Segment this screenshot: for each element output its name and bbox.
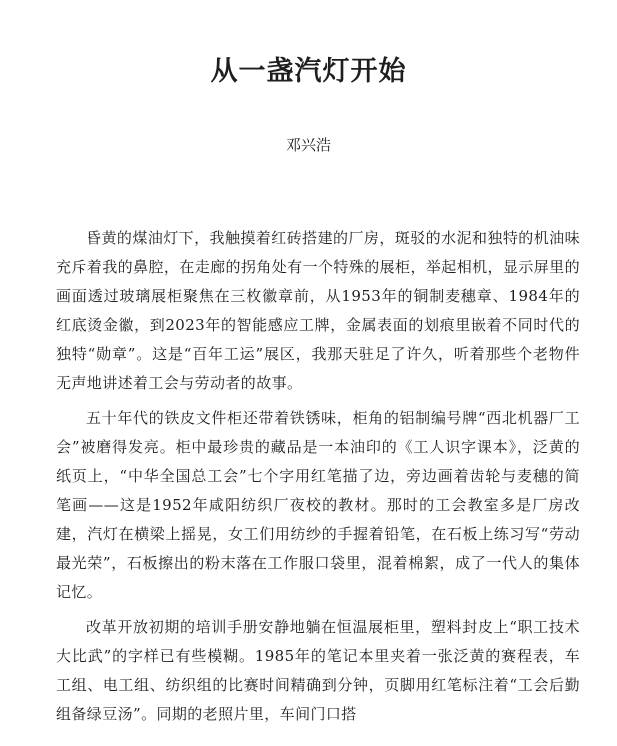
article-author: 邓兴浩 (285, 136, 331, 154)
article-paragraph-1: 昏黄的煤油灯下，我触摸着红砖搭建的厂房，斑驳的水泥和独特的机油味充斥着我的鼻腔，在走廊的拐角处有一个特殊的展柜，举起相机，显示屏里的画面透过玻璃展柜聚焦在三枚徽章前，从1953年的铜制麦穗章、1984年的红底烫金徽，到2023年的智能感应工牌，金属表面的划痕里嵌着不同时代的独特“勋章”。这是“百年工运”展区，我那天驻足了许久，听着那些个老物件无声地讲述着工会与劳动者的故事。 (56, 229, 580, 392)
article-title: 从一盏汽灯开始 (210, 56, 407, 87)
article-body (56, 224, 580, 735)
article-paragraph-3: 改革开放初期的培训手册安静地躺在恒温展柜里，塑料封皮上“职工技术大比武”的字样已有些模糊。1985年的笔记本里夹着一张泛黄的赛程表，车工组、电工组、纺织组的比赛时间精确到分钟，页脚用红笔标注着“工会后勤组备绿豆汤”。同期的老照片里，车间门口搭 (56, 618, 580, 723)
article-paragraph-2: 五十年代的铁皮文件柜还带着铁锈味，柜角的铝制编号牌“西北机器厂工会”被磨得发亮。柜中最珍贵的藏品是一本油印的《工人识字课本》，泛黄的纸页上，“中华全国总工会”七个字用红笔描了边，旁边画着齿轮与麦穗的简笔画——这是1952年咸阳纺织厂夜校的教材。那时的工会教室多是厂房改建，汽灯在横梁上摇晃，女工们用纺纱的手握着铅笔，在石板上练习写“劳动最光荣”，石板擦出的粉末落在工作服口袋里，混着棉絮，成了一代人的集体记忆。 (56, 409, 580, 601)
